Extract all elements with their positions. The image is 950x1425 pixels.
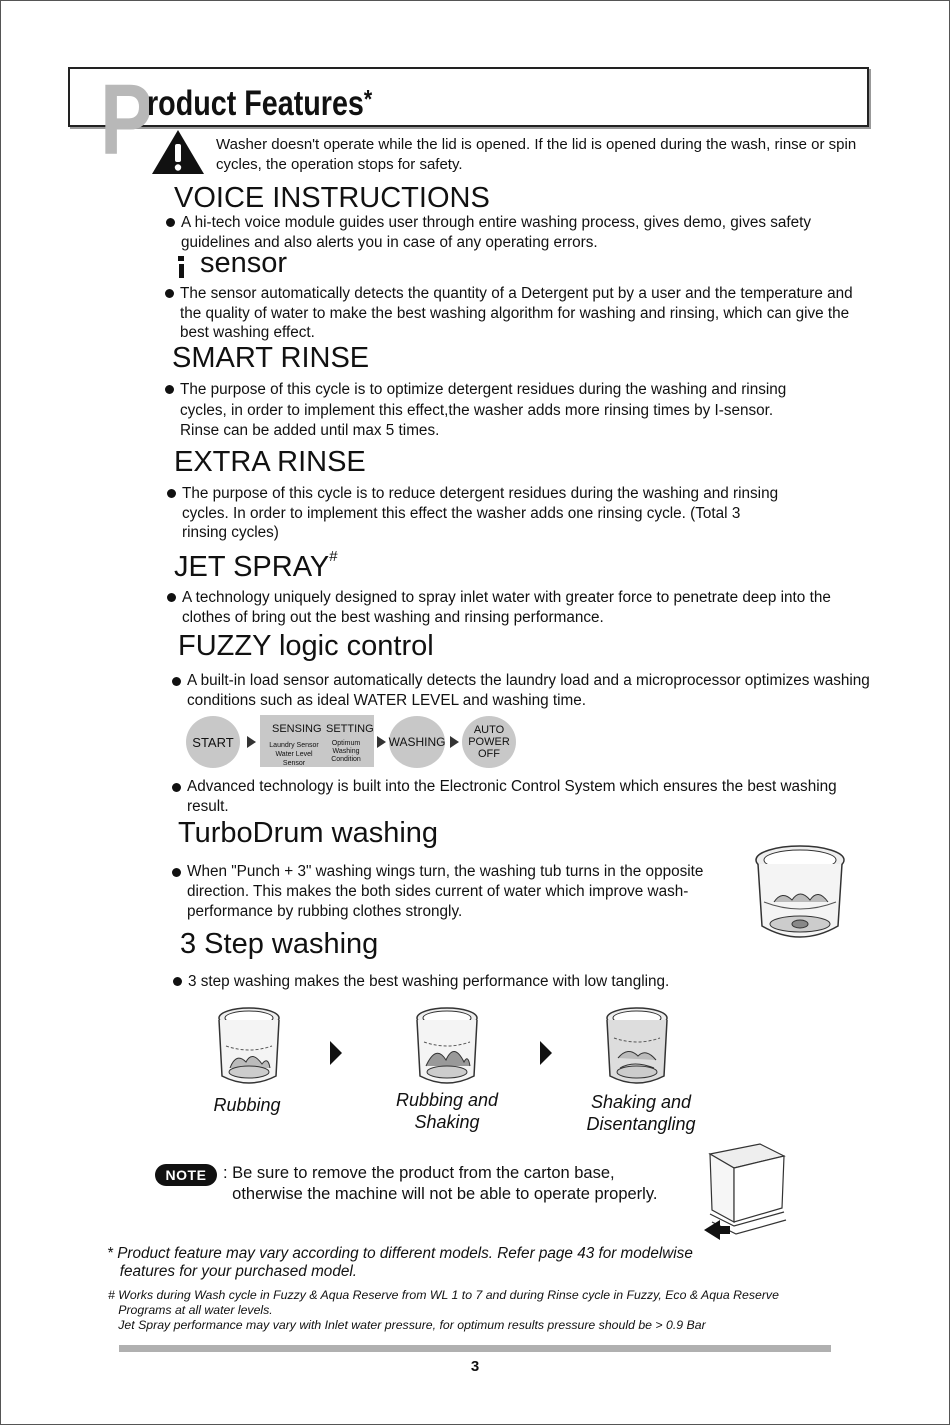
title-mark: * [363, 84, 373, 114]
step-shaking-disentangling-illustration [604, 1006, 670, 1088]
step-label-rubbing: Rubbing [213, 1095, 281, 1115]
flow-sensing-sub: Laundry Sensor Water Level Sensor [269, 742, 319, 767]
bottom-divider [119, 1345, 831, 1352]
page-number: 3 [470, 1358, 480, 1375]
bullet-icon [165, 289, 174, 298]
bullet-icon [172, 868, 181, 877]
step-arrow-icon [540, 1041, 552, 1065]
flow-washing-label: WASHING [388, 735, 446, 749]
flow-setting-sub: Optimum Washing Condition [331, 740, 361, 763]
warning-icon [150, 128, 206, 176]
bullet-icon [166, 218, 175, 227]
step-rubbing-shaking-illustration [414, 1006, 480, 1088]
bullet-icon [173, 977, 182, 986]
step-arrow-icon [330, 1041, 342, 1065]
turbodrum-tub-illustration [752, 842, 848, 946]
flow-start: START [186, 716, 240, 768]
voice-text: A hi-tech voice module guides user through entire washing process, gives demo, gives safety guidelines and also alerts you in case of any operating errors. [181, 214, 812, 251]
bullet-icon [172, 783, 181, 792]
flow-arrow-icon [377, 736, 386, 748]
smart-rinse-text: The purpose of this cycle is to optimize detergent residues during the washing and rinsing cycles, in order to implement this effect,the washer adds more rinsing times by I-sensor. Rinse can be added until max 5 times. [180, 381, 787, 439]
jet-spray-heading [174, 548, 338, 583]
smart-rinse-heading: SMART RINSE [172, 342, 370, 374]
extra-rinse-heading: EXTRA RINSE [174, 446, 366, 478]
three-step-text: 3 step washing makes the best washing performance with low tangling. [188, 973, 670, 990]
bullet-icon [165, 385, 174, 394]
jet-spray-text: A technology uniquely designed to spray inlet water with greater force to penetrate deep into the clothes of bring out the best washing and rinsing performance. [182, 589, 831, 626]
flow-arrow-icon [247, 736, 256, 748]
jet-spray-mark: # [329, 548, 338, 565]
note-badge: NOTE [155, 1164, 217, 1186]
fuzzy-text-1: A built-in load sensor automatically detects the laundry load and a microprocessor optimizes washing conditions such as ideal WATER LEVEL and washing time. [187, 672, 870, 709]
step-label-rubbing-shaking: Rubbing and Shaking [395, 1090, 499, 1132]
flow-washing [389, 716, 445, 768]
fuzzy-heading: FUZZY logic control [178, 630, 434, 662]
flow-arrow-icon [450, 736, 459, 748]
title-text: roduct Features [147, 84, 364, 123]
step-rubbing-illustration [216, 1006, 282, 1088]
step-label-shaking-disentangling: Shaking and Disentangling [586, 1092, 696, 1134]
bullet-icon [167, 593, 176, 602]
isensor-heading: sensor [200, 247, 288, 279]
bullet-icon [167, 489, 176, 498]
flow-setting: SETTING [326, 723, 374, 735]
page-title [147, 84, 372, 124]
note-text: : Be sure to remove the product from the carton base, otherwise the machine will not be able to operate properly. [223, 1164, 658, 1203]
isensor-text: The sensor automatically detects the quantity of a Detergent put by a user and the temperature and the quality of water to make the best washing algorithm for washing and rinsing, which can give the best washing effect. [180, 285, 853, 341]
voice-heading: VOICE INSTRUCTIONS [174, 182, 490, 214]
jet-spray-title: JET SPRAY [174, 551, 330, 583]
three-step-heading: 3 Step washing [180, 928, 379, 960]
footnote-hash: # Works during Wash cycle in Fuzzy & Aqua Reserve from WL 1 to 7 and during Rinse cycle in Fuzzy, Eco & Aqua Reserve Programs at all water levels. Jet Spray performance may vary with Inlet water pressure, for optimum results pressure should be > 0.9 Bar [108, 1288, 779, 1332]
flow-sensing: SENSING [272, 723, 322, 735]
title-initial: P [100, 64, 154, 176]
washer-on-carton-base-illustration [700, 1140, 790, 1240]
extra-rinse-text: The purpose of this cycle is to reduce detergent residues during the washing and rinsing cycles. In order to implement this effect the washer adds one rinsing cycle. (Total 3 rinsing cycles) [182, 485, 779, 541]
bullet-icon [172, 677, 181, 686]
i-sensor-icon [178, 256, 184, 278]
fuzzy-text-2: Advanced technology is built into the Electronic Control System which ensures the best washing result. [187, 778, 837, 815]
footnote-star: * Product feature may vary according to different models. Refer page 43 for modelwise features for your purchased model. [107, 1245, 693, 1280]
turbodrum-heading: TurboDrum washing [178, 817, 439, 849]
warning-text: Washer doesn't operate while the lid is opened. If the lid is opened during the wash, rinse or spin cycles, the operation stops for safety. [216, 136, 857, 173]
flow-auto-off: AUTO POWER OFF [462, 716, 516, 768]
fuzzy-flow-diagram [186, 715, 526, 769]
turbodrum-text: When "Punch + 3" washing wings turn, the washing tub turns in the opposite direction. This makes the both sides current of water which improve wash-performance by rubbing clothes strongly. [187, 863, 704, 920]
flow-sensing-setting [260, 715, 374, 767]
